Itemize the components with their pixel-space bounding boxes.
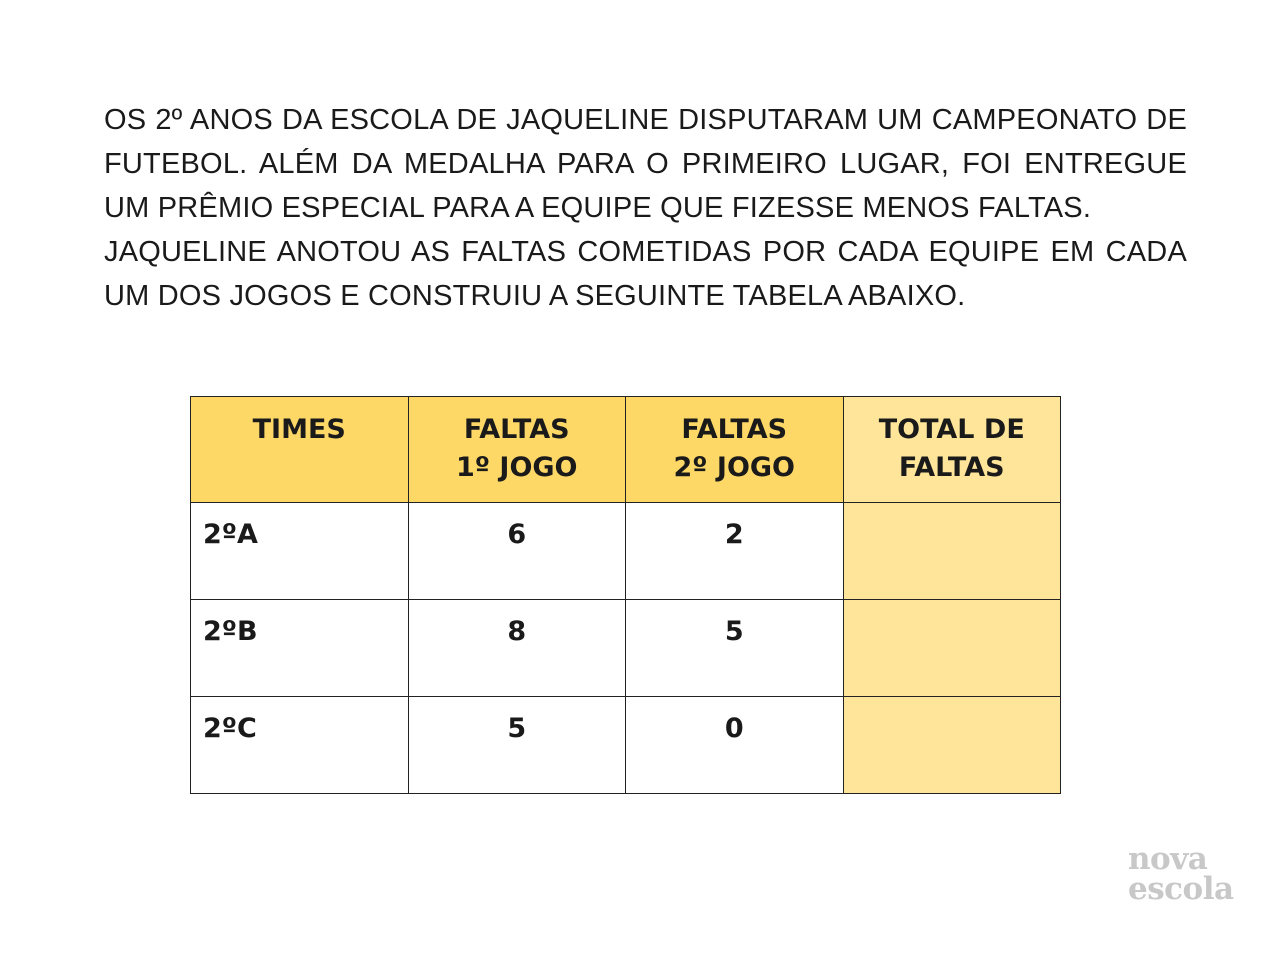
header-faltas-2-line2: 2º JOGO [673,452,796,483]
team-cell: 2ºA [191,503,409,600]
nova-escola-logo [1128,841,1252,907]
table-row [191,503,1061,600]
header-times-label: TIMES [252,414,346,445]
game1-cell: 6 [408,503,626,600]
game1-cell: 5 [408,697,626,794]
total-cell[interactable] [843,503,1061,600]
game2-cell: 0 [626,697,844,794]
table-row [191,600,1061,697]
game2-cell: 2 [626,503,844,600]
fouls-table [190,396,1061,794]
header-faltas-2-jogo [626,397,844,503]
header-times [191,397,409,503]
header-faltas-1-line1: FALTAS [463,414,570,445]
intro-paragraph-1: OS 2º ANOS DA ESCOLA DE JAQUELINE DISPUTARAM UM CAMPEONATO DE FUTEBOL. ALÉM DA MEDALHA PARA O PRIMEIRO LUGAR, FOI ENTREGUE UM PRÊMIO ESPECIAL PARA A EQUIPE QUE FIZESSE MENOS FALTAS. [104,104,1187,224]
header-faltas-2-line1: FALTAS [681,414,788,445]
game2-cell: 5 [626,600,844,697]
total-cell[interactable] [843,600,1061,697]
team-cell: 2ºB [191,600,409,697]
intro-paragraph-2: JAQUELINE ANOTOU AS FALTAS COMETIDAS POR CADA EQUIPE EM CADA UM DOS JOGOS E CONSTRUIU A SEGUINTE TABELA ABAIXO. [104,236,1187,312]
total-cell[interactable] [843,697,1061,794]
intro-text [104,98,1187,318]
logo-line-1: nova [1128,841,1208,877]
table-row [191,697,1061,794]
header-total-line1: TOTAL DE [878,414,1025,445]
table-header-row [191,397,1061,503]
header-faltas-1-jogo [408,397,626,503]
game1-cell: 8 [408,600,626,697]
team-cell: 2ºC [191,697,409,794]
header-total-line2: FALTAS [898,452,1005,483]
logo-line-2: escola [1128,871,1234,907]
header-total-faltas [843,397,1061,503]
header-faltas-1-line2: 1º JOGO [455,452,578,483]
